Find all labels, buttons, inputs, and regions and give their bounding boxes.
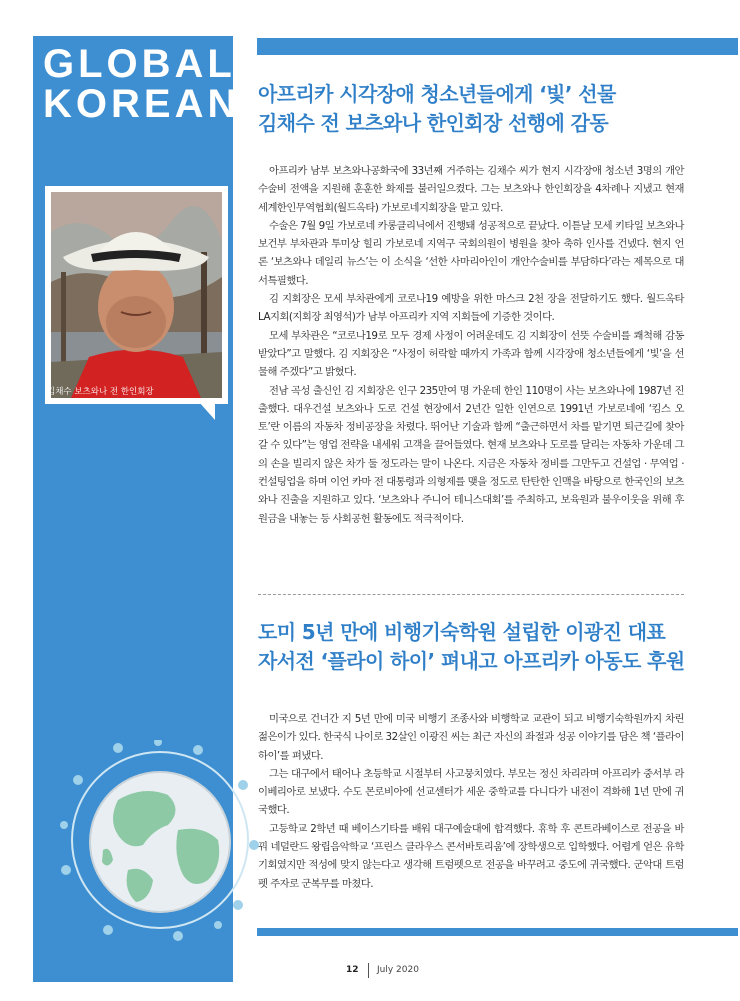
paragraph: 그는 대구에서 태어나 초등학교 시절부터 사고뭉치였다. 부모는 정신 차리라며 아프리카 중서부 라이베리아로 보냈다. 수도 몬로비아에 선교센터가 세운 중학교를 다니다가 내전이 격화해 1년 만에 귀국했다. <box>258 767 684 817</box>
portrait-frame <box>45 186 228 404</box>
article-divider <box>258 594 684 595</box>
bottom-accent-bar <box>257 928 738 936</box>
paragraph: 전남 곡성 출신인 김 지회장은 인구 235만여 명 가운데 한인 110명이 사는 보츠와나에 1987년 진출했다. 대우건설 보츠와나 도로 건설 현장에서 2년간 일한 인연으로 1991년 가보로네에 ‘킴스 오토’란 이름의 자동차 정비공장을 차렸다. 뛰어난 기술과 함께 “출근하면서 차를 맡기면 퇴근길에 찾아갈 수 있다”는 영업 전략을 내세워 고객을 끌어들였다. 현재 보츠와나 도로를 달리는 자동차 가운데 그의 손을 빌리지 않은 차가 둘 정도라는 말이 나온다. 지금은 자동차 정비를 그만두고 건설업 · 무역업 · 컨설팅업을 하며 이언 카마 전 대통령과 의형제를 맺을 정도로 탄탄한 인맥을 바탕으로 한국인의 보츠와나 진출을 지원하고 있다. ‘보츠와나 주니어 테니스대회’를 주최하고, 보육원과 불우이웃을 위해 후원금을 내놓는 등 사회공헌 활동에도 적극적이다. <box>258 384 684 525</box>
article-body <box>258 710 684 893</box>
photo-caption: 김채수 보츠와나 전 한인회장 <box>47 387 154 397</box>
paragraph: 모세 부차관은 “코로나19로 모두 경제 사정이 어려운데도 김 지회장이 선뜻 수술비를 쾌척해 감동받았다”고 말했다. 김 지회장은 “사정이 허락할 때까지 가족과 함께 시각장애 청소년들에게 ‘빛’을 선물해 주겠다”고 밝혔다. <box>258 329 684 379</box>
paragraph: 미국으로 건너간 지 5년 만에 미국 비행기 조종사와 비행학교 교관이 되고 비행기숙학원까지 차린 젊은이가 있다. 한국식 나이로 32살인 이광진 씨는 최근 자신의 좌절과 성공 이야기를 담은 책 ‘플라이 하이’를 펴냈다. <box>258 713 684 762</box>
article-headline <box>258 618 684 676</box>
headline-line-2: 김채수 전 보츠와나 한인회장 선행에 감동 <box>258 111 609 135</box>
paragraph: 고등학교 2학년 때 베이스기타를 배워 대구예술대에 합격했다. 휴학 후 콘트라베이스로 전공을 바꿔 네덜란드 왕립음악학교 ‘프린스 클라우스 콘서바토리움’에 장학생으로 입학했다. 어렵게 얻은 유학 기회였지만 적성에 맞지 않는다고 생각해 트럼펫으로 전공을 바꾸려고 중도에 귀국했다. 군악대 트럼펫 주자로 군복무를 마쳤다. <box>258 822 684 890</box>
headline-line-1: 도미 5년 만에 비행기숙학원 설립한 이광진 대표 <box>258 620 666 644</box>
article-lee-gwang-jin <box>258 618 684 893</box>
paragraph: 수술은 7월 9일 가보로네 카롱클리닉에서 진행돼 성공적으로 끝났다. 이튿날 모세 키타일 보츠와나 보건부 부차관과 투미상 힐리 가보로네 지역구 국회의원이 병원을 찾아 축하 인사를 건넸다. 현지 언론 ‘보츠와나 데일리 뉴스’는 이 소식을 ‘선한 사마리아인이 개안수술비를 부담하다’라는 제목으로 대서특필했다. <box>258 219 684 287</box>
brand-line-1: GLOBAL <box>43 42 236 86</box>
headline-line-1: 아프리카 시각장애 청소년들에게 ‘빛’ 선물 <box>258 82 616 106</box>
sidebar-panel <box>33 36 241 982</box>
page-number: 12 <box>346 965 359 975</box>
article-kim-chae-su <box>258 80 684 528</box>
article-headline <box>258 80 684 138</box>
globe-illustration <box>58 740 263 945</box>
headline-line-2: 자서전 ‘플라이 하이’ 펴내고 아프리카 아동도 후원 <box>258 649 685 673</box>
top-accent-bar <box>257 38 738 55</box>
brand-line-2: KOREAN <box>43 82 241 126</box>
portrait-photo <box>51 192 222 398</box>
paragraph: 아프리카 남부 보츠와나공화국에 33년째 거주하는 김채수 씨가 현지 시각장애 청소년 3명의 개안수술비 전액을 지원해 훈훈한 화제를 불러일으켰다. 그는 보츠와나 한인회장을 4차례나 지냈고 현재 세계한인무역협회(월드옥타) 가보로네지회장을 맡고 있다. <box>258 165 684 214</box>
issue-date: July 2020 <box>377 965 419 975</box>
footer-separator <box>368 963 369 978</box>
article-body <box>258 162 684 528</box>
section-brand <box>43 42 241 126</box>
paragraph: 김 지회장은 모세 부차관에게 코로나19 예방을 위한 마스크 2천 장을 전달하기도 했다. 월드옥타 LA지회(지회장 최영석)가 남부 아프리카 지역 지회들에 기증한 것이다. <box>258 293 684 324</box>
page-footer <box>0 963 740 977</box>
portrait-speech-tail <box>199 402 215 420</box>
